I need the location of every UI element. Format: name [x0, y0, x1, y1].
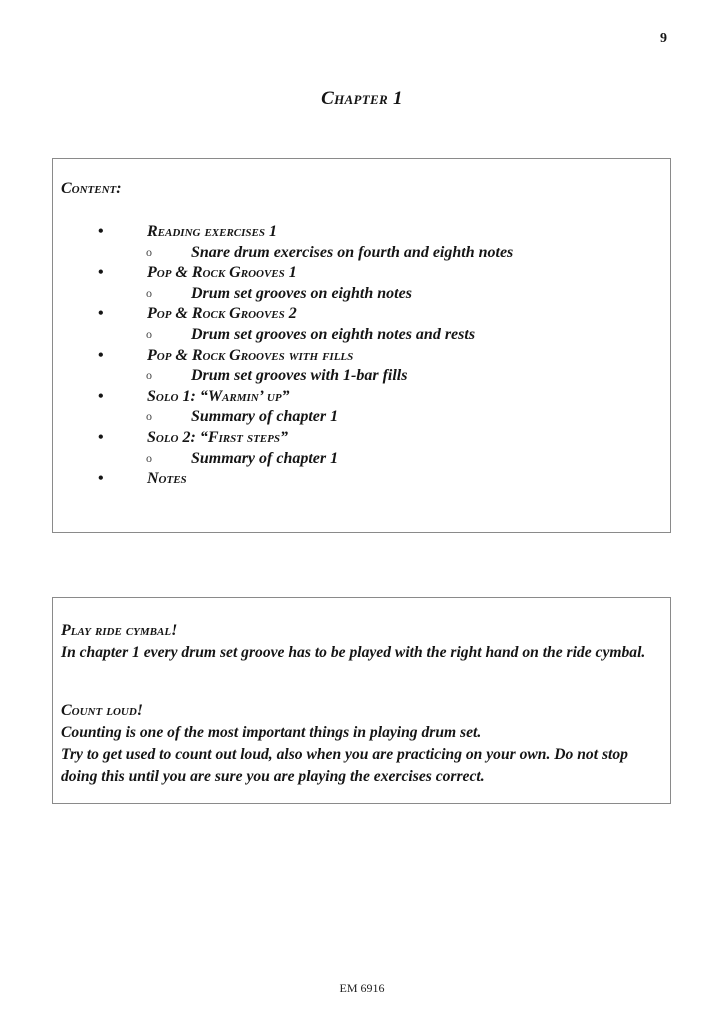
toc-subitem-label: Snare drum exercises on fourth and eighth notes [191, 243, 514, 261]
toc-item [53, 223, 670, 244]
bullet-icon: • [98, 305, 104, 323]
toc-subitem [53, 285, 670, 306]
chapter-title: Chapter 1 [321, 88, 403, 109]
tip-count-loud [61, 700, 660, 788]
toc-subitem-label: Drum set grooves on eighth notes [191, 284, 412, 302]
bullet-icon: • [98, 387, 104, 405]
toc-subitem-label: Summary of chapter 1 [191, 449, 339, 467]
toc-item-label: Pop & Rock Grooves 1 [147, 264, 297, 282]
toc-item [53, 388, 670, 409]
bullet-icon: • [98, 346, 104, 364]
toc-item-label: Pop & Rock Grooves 2 [147, 305, 297, 323]
toc-subitem [53, 244, 670, 265]
toc-subitem [53, 450, 670, 471]
toc-subitem [53, 367, 670, 388]
circle-bullet-icon: o [146, 244, 152, 259]
toc-item-label: Pop & Rock Grooves with fills [147, 346, 354, 364]
toc-item [53, 305, 670, 326]
toc-item [53, 347, 670, 368]
toc-item-label: Solo 2: “First steps” [147, 428, 288, 446]
toc-item [53, 470, 670, 491]
circle-bullet-icon: o [146, 409, 152, 424]
toc-subitem [53, 326, 670, 347]
toc-subitem [53, 408, 670, 429]
page-number: 9 [660, 31, 667, 46]
circle-bullet-icon: o [146, 450, 152, 465]
tip-heading: Count loud! [61, 702, 143, 719]
toc-item-label: Notes [147, 470, 187, 488]
bullet-icon: • [98, 470, 104, 488]
toc-subitem-label: Summary of chapter 1 [191, 408, 339, 426]
bullet-icon: • [98, 223, 104, 240]
toc-subitem-label: Drum set grooves on eighth notes and rests [191, 325, 476, 343]
tips-box [52, 597, 671, 804]
toc-item-label: Solo 1: “Warmin’ up” [147, 387, 290, 405]
circle-bullet-icon: o [146, 368, 152, 383]
tip-text: Try to get used to count out loud, also when you are practicing on your own. Do not stop doing this until you are sure you are playing the exercises correct. [61, 746, 628, 785]
tip-ride-cymbal [61, 620, 660, 664]
table-of-contents [53, 223, 670, 491]
toc-subitem-label: Drum set grooves with 1-bar fills [191, 367, 408, 385]
circle-bullet-icon: o [146, 285, 152, 300]
content-heading: Content: [61, 180, 122, 197]
tip-text: In chapter 1 every drum set groove has to be played with the right hand on the ride cymbal. [61, 644, 646, 661]
toc-item [53, 264, 670, 285]
bullet-icon: • [98, 264, 104, 282]
tip-text: Counting is one of the most important things in playing drum set. [61, 724, 482, 741]
footer-code: EM 6916 [339, 981, 385, 995]
circle-bullet-icon: o [146, 326, 152, 341]
bullet-icon: • [98, 428, 104, 446]
toc-item-label: Reading exercises 1 [147, 223, 277, 240]
toc-item [53, 429, 670, 450]
content-box [52, 158, 671, 533]
tip-heading: Play ride cymbal! [61, 622, 178, 639]
